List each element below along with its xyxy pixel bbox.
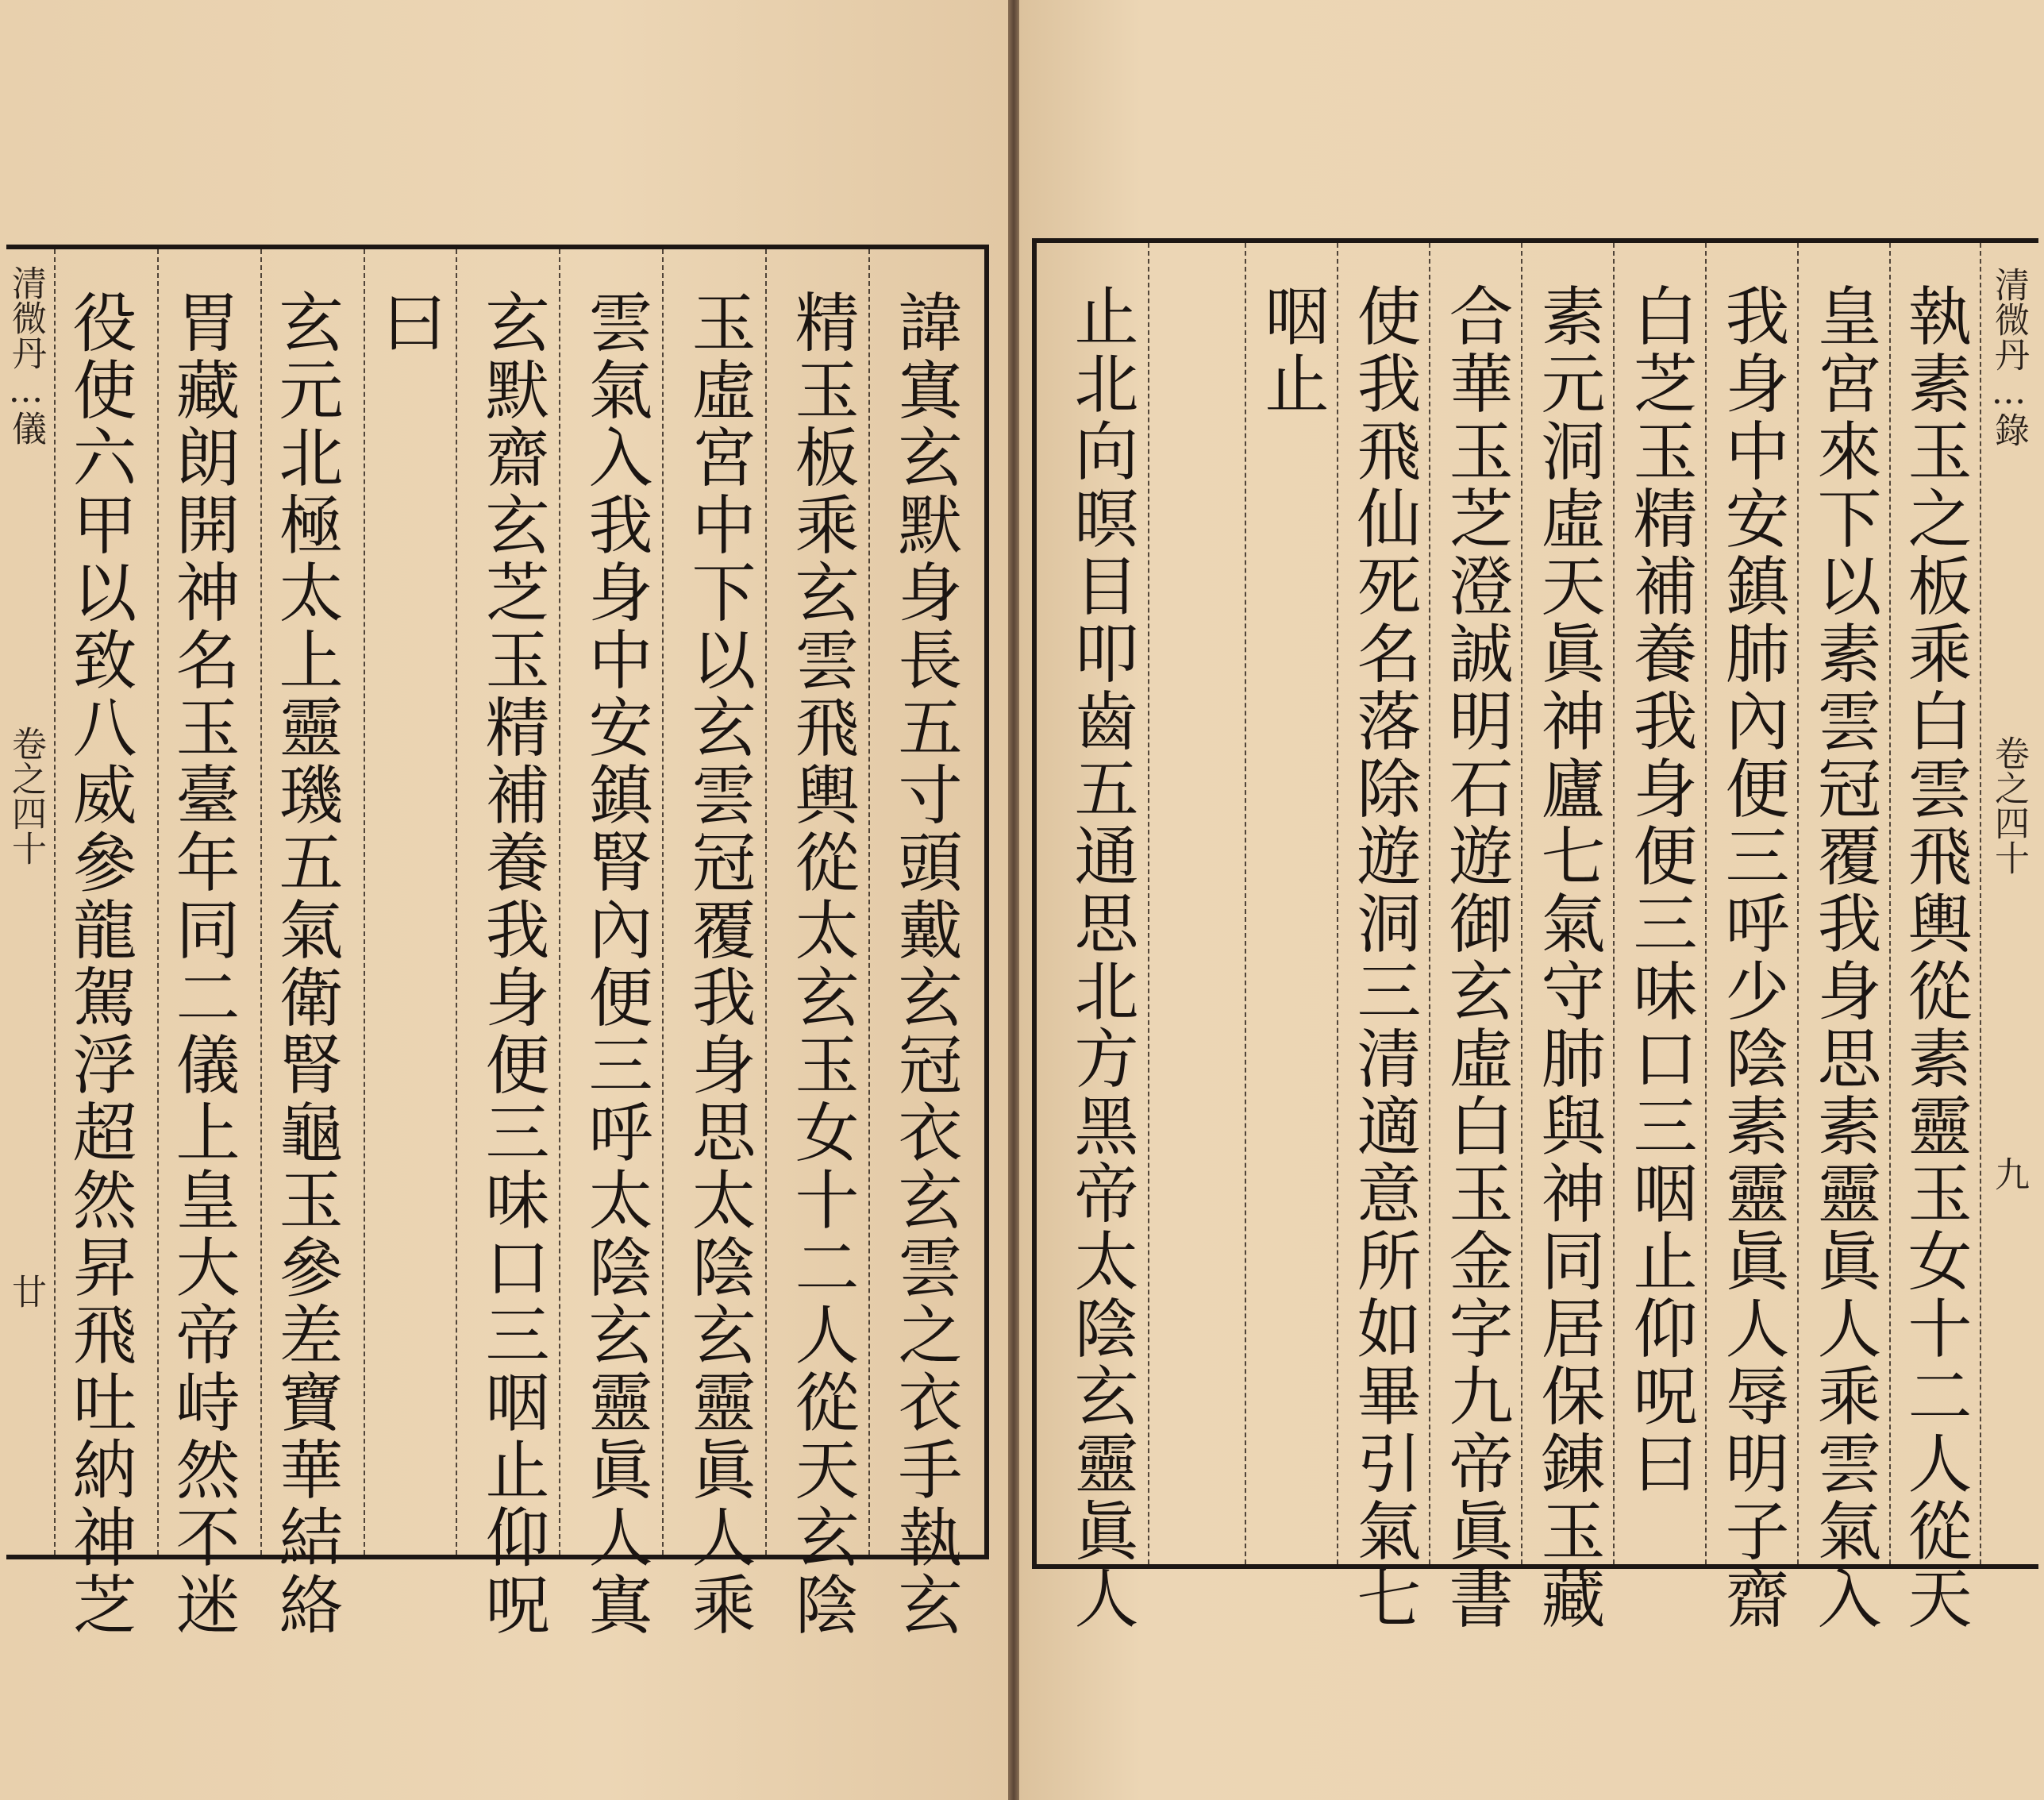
right-page-frame: [1032, 238, 2038, 1632]
right-margin-title: 清微丹…錄: [1988, 267, 2029, 447]
text-column: 曰: [371, 289, 446, 357]
text-column: 雲氣入我身中安鎮腎內便三呼太陰玄靈眞人寘: [578, 289, 652, 1639]
left-column-rule: [868, 249, 870, 1555]
left-column-rule: [662, 249, 664, 1555]
text-column: 皇宮來下以素雲冠覆我身思素靈眞人乘雲氣入: [1807, 283, 1881, 1632]
left-margin-volume: 卷之四十: [6, 726, 46, 865]
text-column: 執素玉之板乘白雲飛輿從素靈玉女十二人從天: [1897, 283, 1972, 1632]
text-column: 精玉板乘玄雲飛輿從太玄玉女十二人從天玄陰: [784, 289, 859, 1639]
left-margin-title: 清微丹…儀: [6, 265, 46, 445]
text-column: 合華玉芝澄誠明石遊御玄虛白玉金字九帝眞書: [1438, 283, 1513, 1632]
right-column-rule: [1797, 243, 1799, 1564]
right-column-rule: [1521, 243, 1522, 1564]
text-column: 白芝玉精補養我身便三味口三咽止仰呪曰: [1622, 283, 1697, 1497]
text-column: 咽止: [1254, 283, 1329, 418]
right-column-rule: [1613, 243, 1615, 1564]
text-column: 素元洞虛天眞神廬七氣守肺與神同居保錬玉藏: [1530, 283, 1605, 1632]
left-column-rule: [54, 249, 56, 1555]
text-column: 我身中安鎮肺內便三呼少陰素靈眞人辱明子齋: [1715, 283, 1789, 1632]
left-column-rule: [456, 249, 457, 1555]
right-column-rule: [1337, 243, 1338, 1564]
left-margin-page: 廿: [6, 1274, 46, 1309]
left-column-rule: [260, 249, 262, 1555]
right-margin-volume: 卷之四十: [1988, 735, 2029, 875]
right-column-rule: [1980, 243, 1981, 1564]
right-column-rule: [1889, 243, 1891, 1564]
right-column-rule: [1245, 243, 1246, 1564]
left-page-frame: [6, 245, 989, 1639]
left-column-rule: [765, 249, 767, 1555]
text-column: 玉虛宮中下以玄雲冠覆我身思太陰玄靈眞人乘: [681, 289, 756, 1639]
right-column-rule: [1705, 243, 1707, 1564]
text-column: 使我飛仙死名落除遊洞三清適意所如畢引氣七: [1346, 283, 1421, 1632]
text-column: 役使六甲以致八威參龍駕浮超然昇飛吐納神芝: [62, 289, 137, 1639]
right-margin-page: 九: [1988, 1156, 2029, 1191]
text-column: 諱寘玄默身長五寸頭戴玄冠衣玄雲之衣手執玄: [887, 289, 962, 1639]
text-column: 玄默齋玄芝玉精補養我身便三味口三咽止仰呪: [475, 289, 549, 1639]
right-column-rule: [1148, 243, 1149, 1564]
left-column-rule: [559, 249, 560, 1555]
text-column: 玄元北極太上靈璣五氣衛腎龜玉參差寶華結絡: [268, 289, 343, 1639]
text-column: 止北向暝目叩齒五通思北方黑帝太陰玄靈眞人: [1064, 283, 1138, 1632]
right-column-rule: [1429, 243, 1430, 1564]
text-column: 胃藏朗開神名玉臺年同二儀上皇大帝峙然不迷: [165, 289, 240, 1639]
left-column-rule: [364, 249, 365, 1555]
book-gutter: [1008, 0, 1019, 1800]
left-column-rule: [157, 249, 159, 1555]
